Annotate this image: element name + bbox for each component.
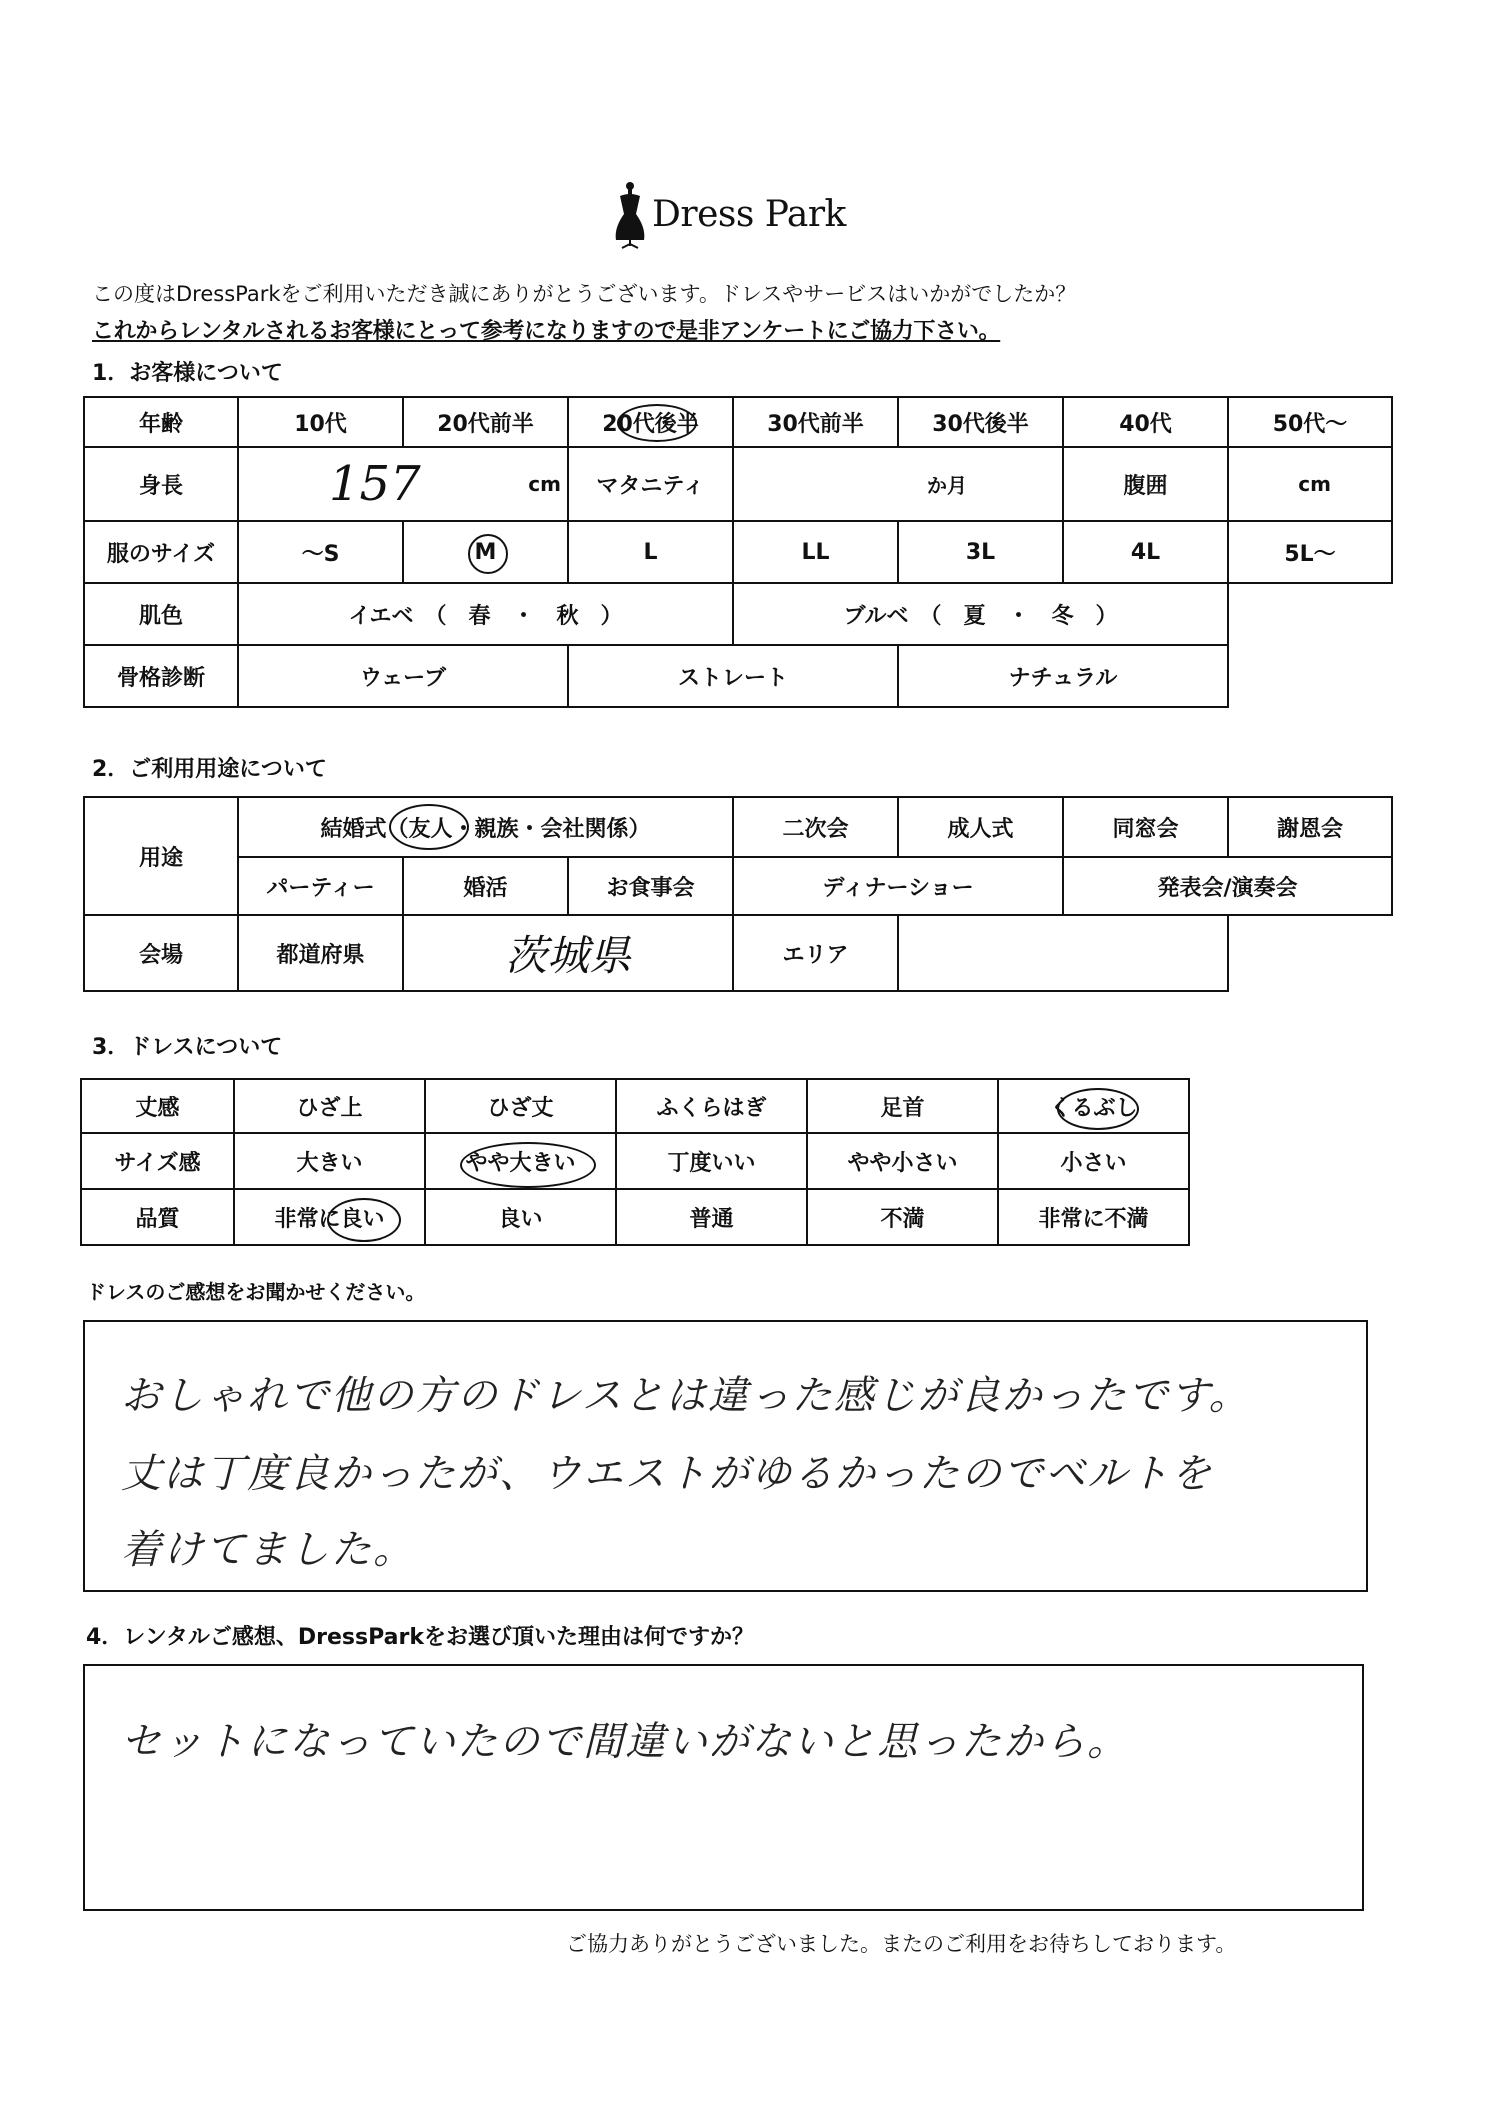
length-option-selected[interactable]: くるぶし [998, 1079, 1189, 1133]
purpose-option[interactable]: パーティー [238, 857, 403, 915]
closing-message: ご協力ありがとうございました。またのご利用をお待ちしております。 [566, 1932, 1237, 1956]
prefecture-label: 都道府県 [238, 915, 403, 991]
empty-cell [1228, 915, 1392, 991]
reason-answer: セットになっていたので間違いがないと思ったから。 [121, 1719, 1129, 1765]
purpose-option[interactable]: 同窓会 [1063, 797, 1228, 857]
length-option[interactable]: ひざ上 [234, 1079, 425, 1133]
section3-title: 3．ドレスについて [92, 1035, 283, 1060]
area-field[interactable] [898, 915, 1228, 991]
height-label: 身長 [84, 447, 238, 521]
impression-line: おしゃれで他の方のドレスとは違った感じが良かったです。 [121, 1373, 1251, 1419]
reason-box[interactable] [83, 1664, 1364, 1911]
height-unit: cm [528, 472, 561, 496]
dress-table [80, 1078, 1190, 1246]
age-option[interactable]: 10代 [238, 397, 403, 447]
prefecture-value: 茨城県 [504, 931, 631, 980]
prefecture-field[interactable] [403, 915, 733, 991]
venue-label: 会場 [84, 915, 238, 991]
fit-option[interactable]: やや小さい [807, 1133, 998, 1189]
impression-line: 着けてました。 [121, 1527, 415, 1573]
length-option[interactable]: ひざ丈 [425, 1079, 616, 1133]
size-option[interactable]: 5L～ [1228, 521, 1392, 583]
height-value: 157 [329, 456, 421, 512]
quality-option[interactable]: 非常に不満 [998, 1189, 1189, 1245]
fit-option-selected[interactable]: やや大きい [425, 1133, 616, 1189]
quality-option-selected[interactable]: 非常に良い [234, 1189, 425, 1245]
impression-prompt: ドレスのご感想をお聞かせください。 [86, 1280, 426, 1304]
maternity-field[interactable] [733, 447, 1063, 521]
height-field[interactable] [238, 447, 568, 521]
impression-line: 丈は丁度良かったが、ウエストがゆるかったのでベルトを [121, 1451, 1213, 1497]
usage-table [83, 796, 1393, 992]
maternity-unit: か月 [927, 473, 967, 498]
customer-table [83, 396, 1393, 708]
purpose-option[interactable]: 婚活 [403, 857, 568, 915]
purpose-option[interactable]: お食事会 [568, 857, 733, 915]
quality-option[interactable]: 良い [425, 1189, 616, 1245]
dresspark-logo [610, 180, 900, 250]
intro-line: この度はDressParkをご利用いただき誠にありがとうございます。ドレスやサービスはいかがでしたか？ [92, 282, 1077, 306]
waist-label: 腹囲 [1063, 447, 1228, 521]
purpose-option[interactable]: ディナーショー [733, 857, 1063, 915]
size-option-selected[interactable]: M [403, 521, 568, 583]
dress-form-icon [610, 180, 650, 250]
length-option[interactable]: 足首 [807, 1079, 998, 1133]
size-option[interactable]: ～S [238, 521, 403, 583]
frame-label: 骨格診断 [84, 645, 238, 707]
fit-option[interactable]: 小さい [998, 1133, 1189, 1189]
purpose-option[interactable]: 謝恩会 [1228, 797, 1392, 857]
age-option[interactable]: 20代前半 [403, 397, 568, 447]
frame-option[interactable]: ストレート [568, 645, 898, 707]
area-label: エリア [733, 915, 898, 991]
intro-request: これからレンタルされるお客様にとって参考になりますので是非アンケートにご協力下さい。 [92, 319, 1001, 344]
skin-label: 肌色 [84, 583, 238, 645]
length-label: 丈感 [81, 1079, 234, 1133]
length-option[interactable]: ふくらはぎ [616, 1079, 807, 1133]
size-option[interactable]: LL [733, 521, 898, 583]
section4-title: 4．レンタルご感想、DressParkをお選び頂いた理由は何ですか？ [86, 1625, 754, 1650]
quality-option[interactable]: 普通 [616, 1189, 807, 1245]
size-option[interactable]: 3L [898, 521, 1063, 583]
section1-title: 1．お客様について [92, 361, 283, 386]
section2-title: 2．ご利用用途について [92, 757, 327, 782]
age-option[interactable]: 30代前半 [733, 397, 898, 447]
purpose-label: 用途 [84, 797, 238, 915]
fit-option[interactable]: 大きい [234, 1133, 425, 1189]
skin-blue-option[interactable]: ブルベ （ 夏 ・ 冬 ） [733, 583, 1228, 645]
age-option-selected[interactable]: 20代後半 [568, 397, 733, 447]
quality-option[interactable]: 不満 [807, 1189, 998, 1245]
size-option[interactable]: L [568, 521, 733, 583]
maternity-label: マタニティ [568, 447, 733, 521]
frame-option[interactable]: ウェーブ [238, 645, 568, 707]
age-label: 年齢 [84, 397, 238, 447]
size-option[interactable]: 4L [1063, 521, 1228, 583]
wedding-option[interactable]: 結婚式（友人・親族・会社関係） [238, 797, 733, 857]
waist-unit: cm [1298, 472, 1331, 496]
fit-label: サイズ感 [81, 1133, 234, 1189]
empty-cell [1228, 583, 1392, 645]
purpose-option[interactable]: 発表会/演奏会 [1063, 857, 1392, 915]
age-option[interactable]: 40代 [1063, 397, 1228, 447]
fit-option[interactable]: 丁度いい [616, 1133, 807, 1189]
purpose-option[interactable]: 二次会 [733, 797, 898, 857]
empty-cell [1228, 645, 1392, 707]
brand-name: Dress Park [652, 194, 846, 235]
quality-label: 品質 [81, 1189, 234, 1245]
age-option[interactable]: 30代後半 [898, 397, 1063, 447]
age-option[interactable]: 50代～ [1228, 397, 1392, 447]
frame-option[interactable]: ナチュラル [898, 645, 1228, 707]
skin-yellow-option[interactable]: イエベ （ 春 ・ 秋 ） [238, 583, 733, 645]
size-label: 服のサイズ [84, 521, 238, 583]
impression-box[interactable] [83, 1320, 1368, 1592]
purpose-option[interactable]: 成人式 [898, 797, 1063, 857]
waist-field[interactable] [1228, 447, 1392, 521]
